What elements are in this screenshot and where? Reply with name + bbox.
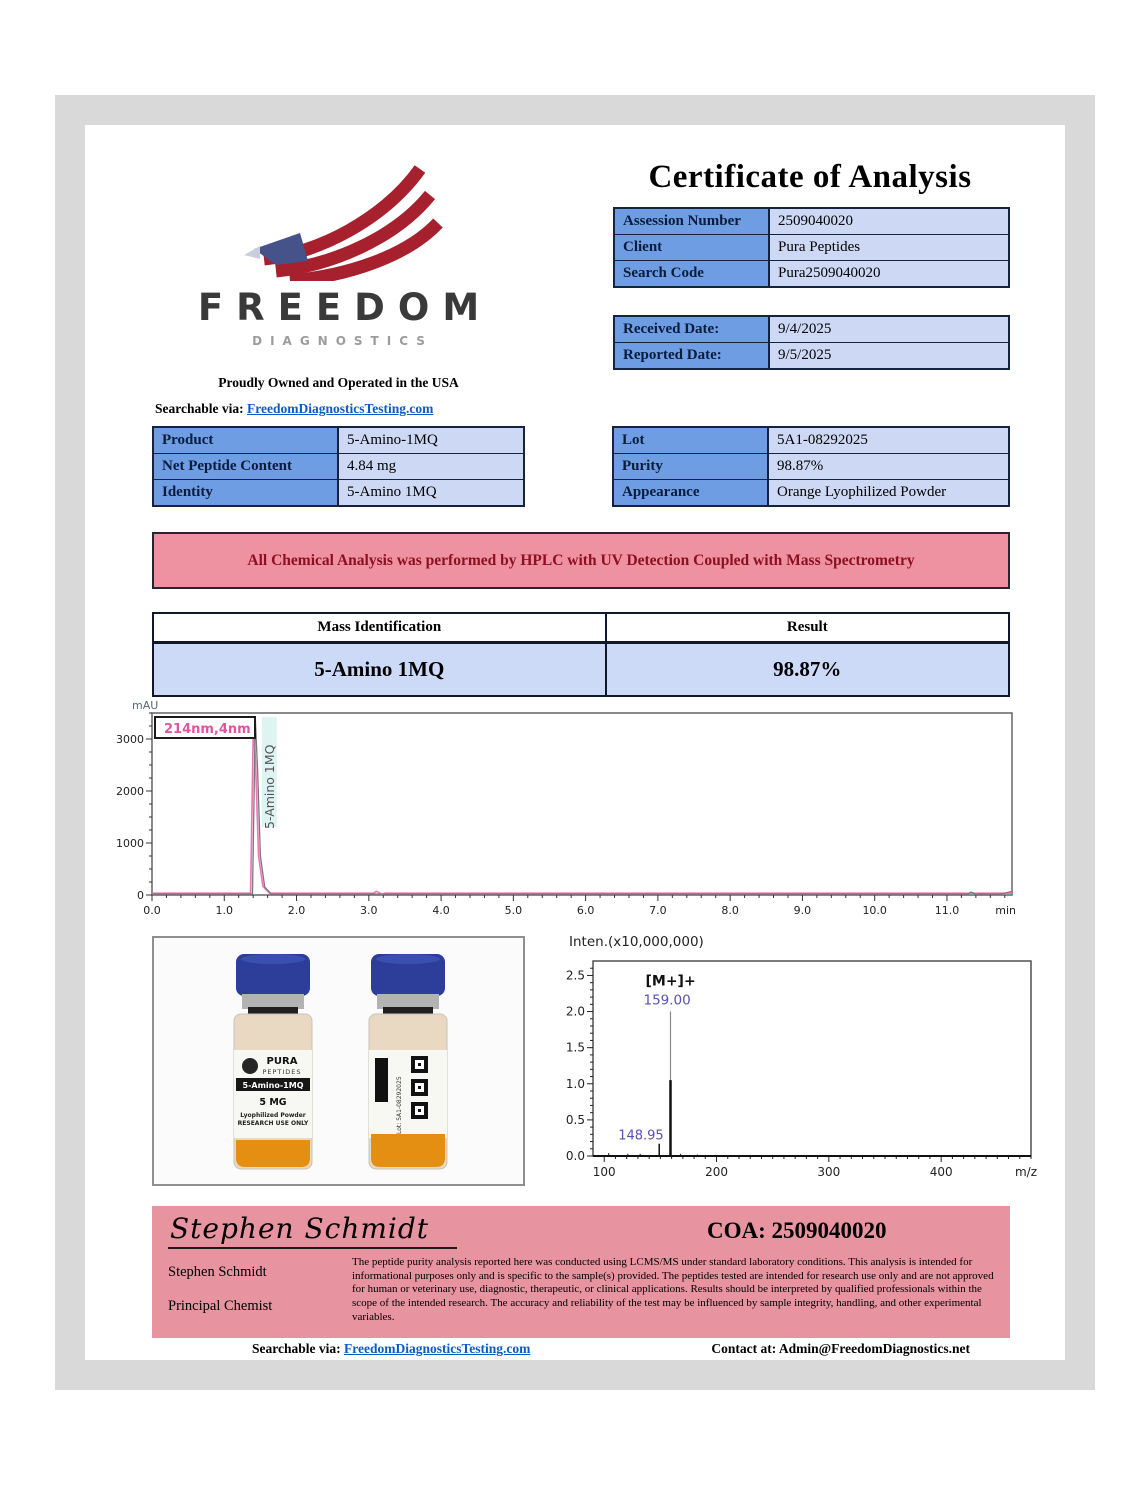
footer-searchable-link[interactable]: FreedomDiagnosticsTesting.com — [344, 1341, 531, 1356]
svg-text:400: 400 — [929, 1165, 953, 1179]
field-label: Lot — [614, 428, 767, 453]
svg-text:1.5: 1.5 — [565, 1040, 585, 1055]
svg-text:11.0: 11.0 — [934, 904, 960, 917]
date-table-row — [615, 343, 1008, 368]
signature-block — [152, 1206, 1010, 1338]
result-value: 98.87% — [773, 657, 842, 681]
field-label: Purity — [614, 454, 767, 479]
field-label: Reported Date: — [615, 343, 768, 368]
vial-side-label: Lot: 5A1-08292025 — [396, 1076, 403, 1134]
svg-text:m/z: m/z — [1014, 1165, 1037, 1179]
svg-text:7.0: 7.0 — [649, 904, 667, 917]
mass-spectrum — [553, 931, 1043, 1189]
handwritten-signature: Stephen Schmidt — [168, 1212, 457, 1249]
svg-text:5.0: 5.0 — [504, 904, 523, 917]
footer — [152, 1341, 1010, 1357]
mass-table-data-row — [154, 644, 1008, 695]
info-table-row — [615, 209, 1008, 234]
dates-table — [613, 315, 1010, 370]
field-label: Search Code — [615, 261, 768, 286]
svg-text:Inten.(x10,000,000): Inten.(x10,000,000) — [569, 934, 704, 950]
product-table-row — [154, 454, 523, 479]
page-title: Certificate of Analysis — [648, 159, 972, 195]
vial-brand-line1: PURA — [266, 1056, 298, 1067]
svg-text:1.0: 1.0 — [565, 1076, 585, 1091]
lot-table-row — [614, 428, 1008, 453]
field-value: 2509040020 — [770, 209, 1008, 234]
svg-text:159.00: 159.00 — [643, 992, 691, 1009]
certificate-sheet — [85, 125, 1065, 1360]
mass-id-header: Mass Identification — [154, 614, 607, 641]
signer-role: Principal Chemist — [168, 1298, 273, 1314]
svg-text:148.95: 148.95 — [618, 1128, 664, 1144]
svg-text:9.0: 9.0 — [793, 904, 812, 917]
hplc-chromatogram — [115, 700, 1020, 928]
field-value: Pura Peptides — [770, 235, 1008, 260]
document-page-frame — [55, 95, 1095, 1390]
accession-info-table — [613, 207, 1010, 288]
field-label: Appearance — [614, 480, 767, 505]
field-value: Pura2509040020 — [770, 261, 1008, 286]
svg-text:10.0: 10.0 — [862, 904, 887, 917]
svg-text:5-Amino 1MQ: 5-Amino 1MQ — [261, 744, 277, 829]
product-vial-photo — [152, 936, 525, 1186]
svg-text:2.0: 2.0 — [287, 904, 306, 917]
coa-number: COA: 2509040020 — [707, 1218, 887, 1243]
vial-line1: Lyophilized Powder — [240, 1112, 306, 1119]
signer-name: Stephen Schmidt — [168, 1264, 267, 1280]
svg-text:1.0: 1.0 — [215, 904, 234, 917]
info-table-row — [615, 261, 1008, 286]
field-value: 4.84 mg — [339, 454, 523, 479]
searchable-label: Searchable via: — [155, 401, 244, 416]
searchable-line — [155, 401, 433, 417]
svg-text:[M+]+: [M+]+ — [645, 973, 696, 990]
freedom-diagnostics-logo — [152, 163, 525, 348]
svg-text:0: 0 — [137, 889, 144, 902]
result-header: Result — [786, 619, 828, 635]
svg-text:2.0: 2.0 — [565, 1004, 585, 1019]
logo-word: FREEDOM — [197, 286, 493, 329]
svg-text:8.0: 8.0 — [721, 904, 739, 917]
field-label: Net Peptide Content — [154, 454, 337, 479]
svg-text:mAU: mAU — [132, 700, 159, 712]
field-value: 9/4/2025 — [770, 317, 1008, 342]
product-table-row — [154, 480, 523, 505]
vial-brand-line2: PEPTIDES — [262, 1068, 302, 1076]
disclaimer-text: The peptide purity analysis reported here was conducted using LCMS/MS under standard laboratory conditions. This analysis is intended for informational purposes only and is specific to the sample(s) provided. The peptides tested are intended for research use only and are not approved for human or veterinary use, diagnostic, therapeutic, or clinical applications. Results should be interpreted by qualified professionals within the scope of the intended research. The accuracy and reliability of the test may be influenced by sample integrity, handling, and other experimental variables. — [352, 1256, 994, 1323]
field-label: Assession Number — [615, 209, 768, 234]
svg-text:214nm,4nm: 214nm,4nm — [164, 722, 251, 737]
svg-text:min: min — [995, 904, 1016, 917]
footer-searchable-label: Searchable via: — [252, 1341, 341, 1356]
product-table-row — [154, 428, 523, 453]
lot-table-row — [614, 480, 1008, 505]
svg-text:3000: 3000 — [116, 733, 144, 746]
tagline: Proudly Owned and Operated in the USA — [218, 375, 459, 390]
analysis-method-text: All Chemical Analysis was performed by HPLC with UV Detection Coupled with Mass Spectrometry — [247, 551, 915, 569]
info-table-row — [615, 235, 1008, 260]
logo-subword: DIAGNOSTICS — [252, 334, 433, 348]
mass-table-header-row — [154, 614, 1008, 644]
svg-text:6.0: 6.0 — [576, 904, 595, 917]
svg-text:2.5: 2.5 — [565, 968, 585, 983]
field-label: Client — [615, 235, 768, 260]
svg-text:300: 300 — [817, 1165, 841, 1179]
product-table — [152, 426, 525, 507]
mass-id-value: 5-Amino 1MQ — [154, 644, 607, 695]
field-value: 5-Amino-1MQ — [339, 428, 523, 453]
searchable-link[interactable]: FreedomDiagnosticsTesting.com — [247, 401, 434, 416]
field-value: 5A1-08292025 — [769, 428, 1008, 453]
field-value: 5-Amino 1MQ — [339, 480, 523, 505]
lot-table — [612, 426, 1010, 507]
svg-text:0.5: 0.5 — [565, 1112, 585, 1127]
svg-text:1000: 1000 — [116, 837, 144, 850]
vial-line2: RESEARCH USE ONLY — [237, 1120, 309, 1127]
field-value: 98.87% — [769, 454, 1008, 479]
svg-text:100: 100 — [592, 1165, 616, 1179]
svg-text:200: 200 — [705, 1165, 728, 1179]
vial-strength: 5 MG — [259, 1097, 287, 1108]
analysis-method-banner — [152, 532, 1010, 589]
svg-text:0.0: 0.0 — [143, 904, 161, 917]
field-value: 9/5/2025 — [770, 343, 1008, 368]
mass-identification-table — [152, 612, 1010, 697]
svg-text:4.0: 4.0 — [432, 904, 450, 917]
field-value: Orange Lyophilized Powder — [769, 480, 1008, 505]
footer-searchable — [252, 1341, 530, 1357]
vial-product-name: 5-Amino-1MQ — [242, 1081, 304, 1090]
date-table-row — [615, 317, 1008, 342]
svg-text:0.0: 0.0 — [565, 1149, 585, 1163]
eagle-flag-logo-icon — [224, 163, 454, 281]
field-label: Received Date: — [615, 317, 768, 342]
field-label: Product — [154, 428, 337, 453]
field-label: Identity — [154, 480, 337, 505]
svg-text:3.0: 3.0 — [360, 904, 378, 917]
footer-contact: Contact at: Admin@FreedomDiagnostics.net — [711, 1341, 970, 1356]
svg-text:2000: 2000 — [116, 785, 144, 798]
vials-illustration — [154, 938, 523, 1184]
lot-table-row — [614, 454, 1008, 479]
